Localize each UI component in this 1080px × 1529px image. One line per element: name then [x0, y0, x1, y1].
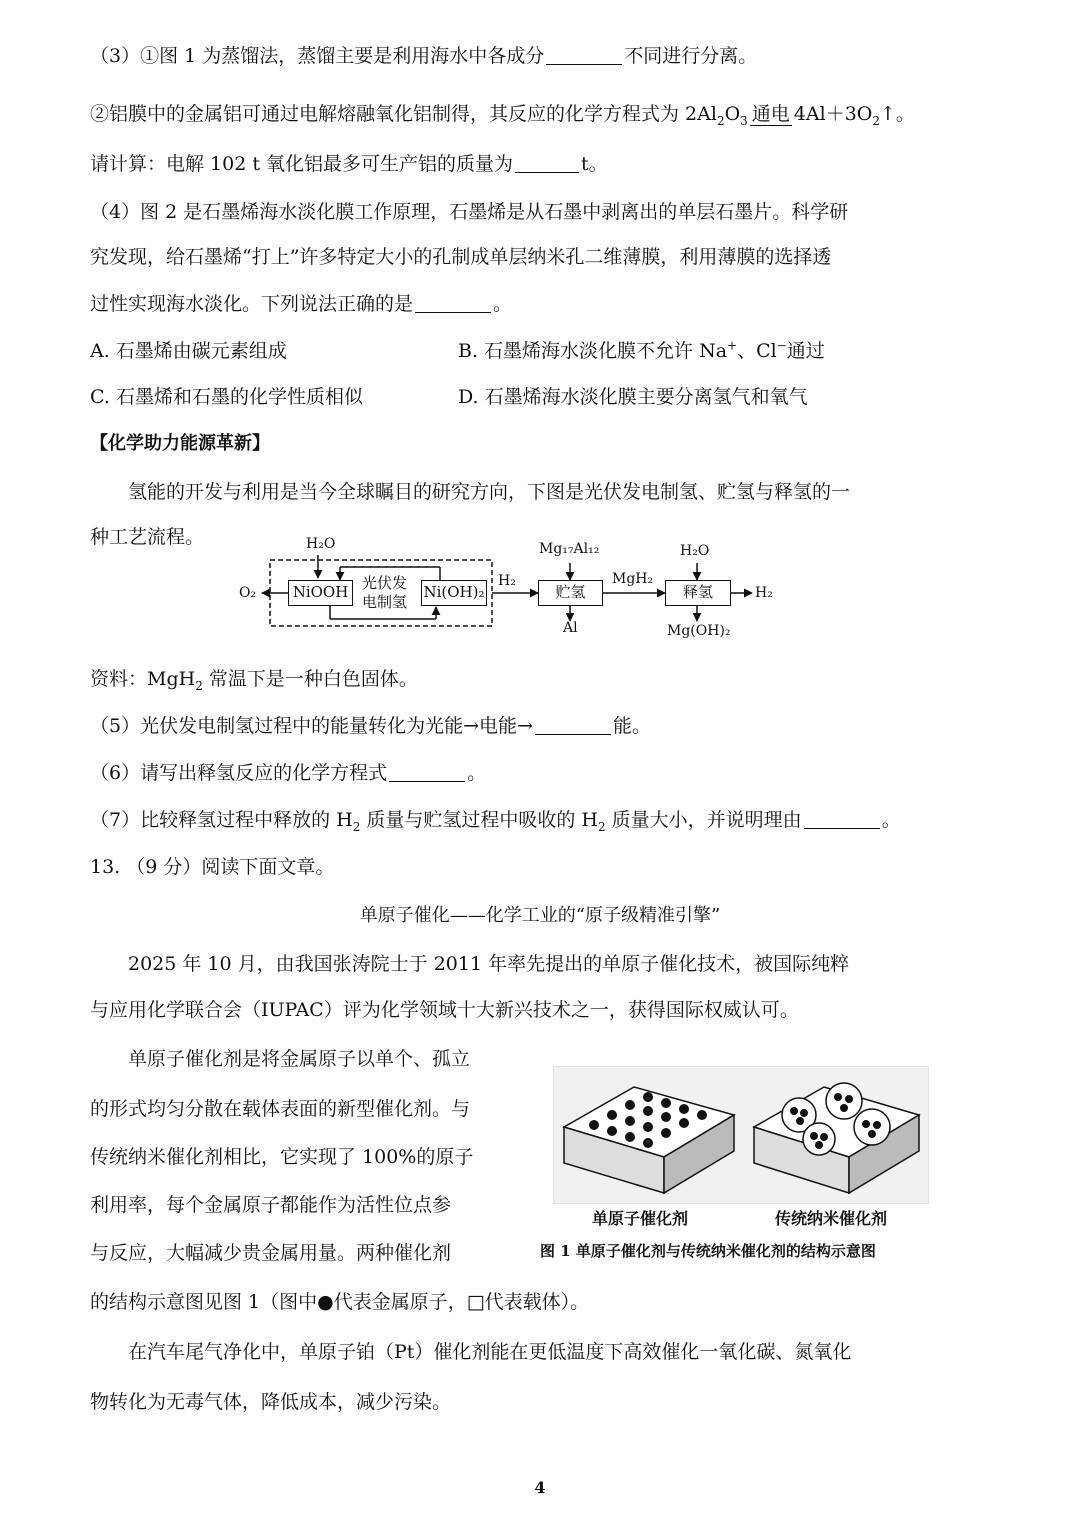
- flow-box-release: [665, 580, 731, 606]
- material-note: [90, 665, 418, 693]
- q13-header: [90, 853, 334, 881]
- q5-line: [90, 712, 651, 740]
- flow-pv-label: [362, 574, 407, 612]
- q5-text-end: 能。: [612, 715, 651, 737]
- flow-mg17al12: Mg₁₇Al₁₂: [539, 541, 600, 557]
- q7-text-c: 质量大小，并说明理由: [605, 809, 802, 831]
- q3-text-b: 不同进行分离。: [624, 45, 758, 67]
- article-p3-l1-text: 在汽车尾气净化中，单原子铂（Pt）催化剂能在更低温度下高效催化一氧化碳、氮氧化: [128, 1341, 852, 1363]
- article-p2-l3: [90, 1143, 473, 1171]
- material-sub: 2: [195, 678, 203, 693]
- q6-text-end: 。: [467, 762, 487, 784]
- flow-box-nioh2: [421, 580, 487, 606]
- eq-part-d: ↑。: [880, 103, 915, 125]
- figure-1-panel: [553, 1066, 929, 1204]
- q7-line: [90, 806, 901, 834]
- flow-store-text: 贮氢: [555, 583, 586, 601]
- q7-text-d: 。: [881, 809, 901, 831]
- q13-header-text: 13. （9 分）阅读下面文章。: [90, 856, 335, 878]
- article-p1-l1: [128, 950, 849, 978]
- article-title-text: 单原子催化——化学工业的“原子级精准引擎”: [359, 905, 721, 926]
- flow-mgoh2: Mg(OH)₂: [667, 623, 731, 639]
- q3-calc-text: 请计算：电解 102 t 氧化铝最多可生产铝的质量为: [90, 153, 514, 175]
- q7-text-a: （7）比较释氢过程中释放的 H: [90, 809, 353, 831]
- flow-h2-a: H₂: [498, 573, 516, 589]
- eq-part-a: ②铝膜中的金属铝可通过电解熔融氧化铝制得，其反应的化学方程式为 2Al: [90, 103, 717, 125]
- q6-blank[interactable]: [389, 763, 465, 782]
- flow-h2o-right: H₂O: [680, 543, 710, 559]
- q7-text-b: 质量与贮氢过程中吸收的 H: [360, 809, 598, 831]
- q4-option-b-text-c: 通过: [786, 340, 825, 362]
- page-number-text: 4: [534, 1478, 546, 1497]
- q4-text-2: 究发现，给石墨烯“打上”许多特定大小的孔制成单层纳米孔二维薄膜，利用薄膜的选择透: [90, 246, 832, 268]
- flow-box-niooh: [288, 580, 353, 606]
- eq-part-b: O: [724, 103, 741, 125]
- flow-h2o-top: H₂O: [306, 536, 336, 552]
- article-p1-l2: [90, 996, 799, 1024]
- flow-pv-line-2: 电制氢: [362, 593, 408, 611]
- q4-option-a-text: A. 石墨烯由碳元素组成: [90, 340, 287, 362]
- eq-sub-3: 2: [872, 113, 881, 128]
- article-p2-l1-text: 单原子催化剂是将金属原子以单个、孤立: [128, 1048, 471, 1070]
- flow-h2-out: H₂: [755, 585, 773, 601]
- q5-blank[interactable]: [535, 716, 611, 735]
- flow-pv-line-1: 光伏发: [362, 574, 408, 592]
- article-p2-l4: [90, 1191, 451, 1219]
- flow-box-store: [538, 580, 603, 606]
- q7-sub-1: 2: [352, 819, 361, 834]
- single-atom-catalyst-icon: [564, 1087, 734, 1193]
- q4-text-1: （4）图 2 是石墨烯海水淡化膜工作原理，石墨烯是从石墨中剥离出的单层石墨片。科学研: [90, 201, 849, 223]
- q7-blank[interactable]: [804, 810, 880, 829]
- q6-line: [90, 759, 486, 787]
- nano-catalyst-icon: [754, 1083, 919, 1193]
- article-p2-l6-text: 的结构示意图见图 1（图中●代表金属原子，□代表载体）。: [90, 1291, 590, 1313]
- flow-mgh2: MgH₂: [612, 571, 654, 587]
- figure-1-illustration: [554, 1067, 928, 1203]
- q4-option-d-text: D. 石墨烯海水淡化膜主要分离氢气和氧气: [458, 386, 808, 408]
- flow-nioh2-text: Ni(OH)₂: [423, 583, 485, 601]
- article-p1-l1-text: 2025 年 10 月，由我国张涛院士于 2011 年率先提出的单原子催化技术，被国际纯粹: [128, 953, 850, 975]
- flow-release-text: 释氢: [682, 583, 713, 601]
- q4-option-c-text: C. 石墨烯和石墨的化学性质相似: [90, 386, 363, 408]
- material-text-a: 资料：MgH: [90, 668, 196, 690]
- q4-option-b-sup-2: −: [776, 338, 787, 353]
- article-p2-l4-text: 利用率，每个金属原子都能作为活性位点参: [90, 1194, 452, 1216]
- article-p2-l5: [90, 1239, 451, 1267]
- q3-text-a: （3）①图 1 为蒸馏法，蒸馏主要是利用海水中各成分: [90, 45, 545, 67]
- figure-1-caption: 图 1 单原子催化剂与传统纳米催化剂的结构示意图: [540, 1242, 876, 1260]
- q6-text: （6）请写出释氢反应的化学方程式: [90, 762, 388, 784]
- q4-option-b-sup-1: +: [727, 338, 738, 353]
- q3-calc-unit: t。: [581, 153, 608, 175]
- article-p2-l1: [128, 1045, 470, 1073]
- figure-1-label-right: 传统纳米催化剂: [775, 1209, 888, 1228]
- article-p3-l2-text: 物转化为无毒气体，降低成本，减少污染。: [90, 1391, 452, 1413]
- condition-text: 通电: [751, 103, 790, 125]
- eq-sub-2: 3: [740, 113, 748, 128]
- figure-1-label-left: 单原子催化剂: [592, 1209, 689, 1228]
- q4-option-b-text-b: 、Cl: [737, 340, 777, 362]
- section-intro-2-text: 种工艺流程。: [90, 526, 205, 548]
- article-p2-l3-text: 传统纳米催化剂相比，它实现了 100%的原子: [90, 1146, 474, 1168]
- section-heading-text: 【化学助力能源革新】: [90, 433, 270, 454]
- q4-text-3-end: 。: [493, 293, 513, 315]
- page-number: [0, 1478, 1080, 1497]
- flow-al: Al: [563, 620, 578, 636]
- article-p3-l2: [90, 1388, 451, 1416]
- article-p2-l2: [90, 1095, 470, 1123]
- q4-option-b-text-a: B. 石墨烯海水淡化膜不允许 Na: [458, 340, 728, 362]
- article-p1-l2-text: 与应用化学联合会（IUPAC）评为化学领域十大新兴技术之一，获得国际权威认可。: [90, 999, 799, 1021]
- flow-niooh-text: NiOOH: [292, 583, 349, 601]
- q7-sub-2: 2: [598, 819, 606, 834]
- article-p2-l5-text: 与反应，大幅减少贵金属用量。两种催化剂: [90, 1242, 452, 1264]
- q5-text: （5）光伏发电制氢过程中的能量转化为光能→电能→: [90, 715, 533, 737]
- eq-part-c: 4Al＋3O: [793, 103, 873, 125]
- q4-text-3: 过性实现海水淡化。下列说法正确的是: [90, 293, 414, 315]
- article-p2-l6: [90, 1288, 589, 1316]
- article-p2-l2-text: 的形式均匀分散在载体表面的新型催化剂。与: [90, 1098, 471, 1120]
- eq-sub-1: 2: [716, 113, 725, 128]
- article-title: [0, 902, 1080, 930]
- section-intro-1-text: 氢能的开发与利用是当今全球瞩目的研究方向，下图是光伏发电制氢、贮氢与释氢的一: [128, 481, 851, 503]
- flow-o2: O₂: [239, 585, 257, 601]
- article-p3-l1: [128, 1338, 851, 1366]
- material-text-b: 常温下是一种白色固体。: [202, 668, 418, 690]
